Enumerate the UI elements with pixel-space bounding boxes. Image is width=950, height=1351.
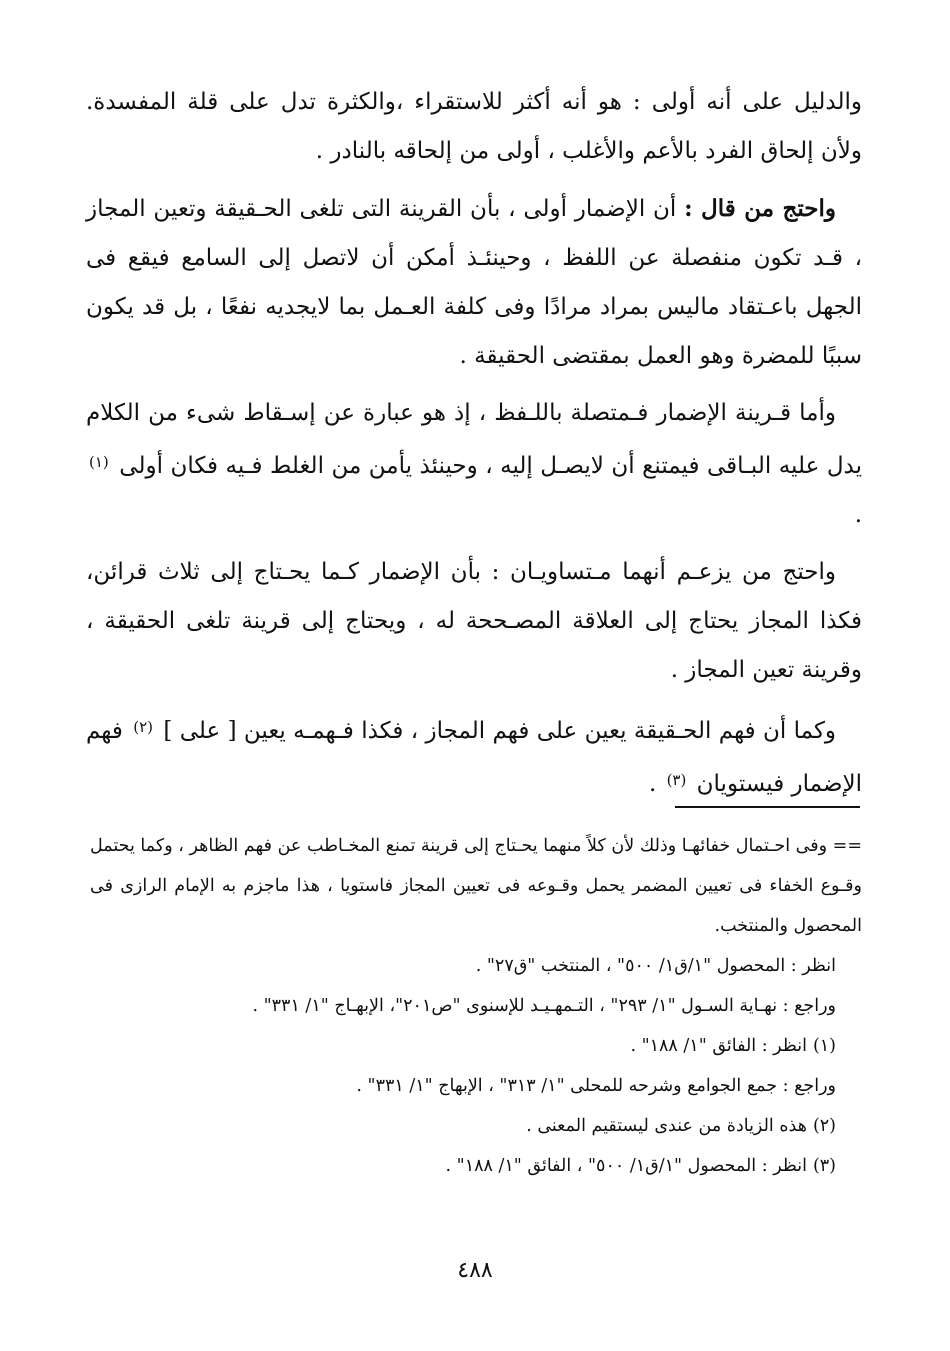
footnote-ref-2: (٢) <box>133 718 154 736</box>
footnote-separator <box>675 806 860 808</box>
paragraph-2-lead: واحتج من قال : <box>684 195 837 222</box>
footnote-3-text: انظر : المحصول "١/ق١/ ٥٠٠" ، الفائق "١/ ١٨٨" . <box>445 1156 807 1176</box>
paragraph-2 <box>86 184 862 381</box>
footnote-2-number: (٢) <box>812 1116 836 1136</box>
footnote-2-text: هذه الزيادة من عندى ليستقيم المعنى . <box>526 1116 807 1136</box>
footnote-1-ref: وراجع : جمع الجوامع وشرحه للمحلى "١/ ٣١٣" ، الإبهاج "١/ ٣٣١" . <box>356 1076 836 1096</box>
main-text <box>86 78 862 817</box>
paragraph-1 <box>86 78 862 176</box>
footnote-1-text: انظر : الفائق "١/ ١٨٨" . <box>630 1036 807 1056</box>
footnote-3-number: (٣) <box>812 1156 836 1176</box>
paragraph-5 <box>86 703 862 809</box>
footnote-continuation: == وفى احـتمال خفائهـا وذلك لأن كلاً منهما يحـتاج إلى قرينة تمنع المخـاطب عن فهم الظاهر ، وكما يحتمل وقـوع الخفاء فى تعيين المضمر يحمل وقـوعه فى تعيين المجاز فاستويا ، هذا ماجزم به الإمام الرازى فى المحصول والمنتخب. <box>90 836 862 936</box>
footnote-ref-3: (٣) <box>666 771 687 789</box>
page-number: ٤٨٨ <box>457 1258 493 1283</box>
paragraph-5-text-b: فهم الإضمار فيستويان <box>86 718 862 797</box>
paragraph-3-text: وأما قـرينة الإضمار فـمتصلة باللـفظ ، إذ هو عبارة عن إسـقاط شىء من الكلام يدل عليه البـاقى فيمتنع أن لايصـل إليه ، وحينئذ يأمن من الغلط فـيه فكان أولى <box>86 400 863 479</box>
footnotes <box>90 826 862 1186</box>
footnote-3 <box>90 1146 862 1186</box>
paragraph-3-end: . <box>854 502 862 528</box>
paragraph-4-text: واحتج من يزعـم أنهما مـتساويـان : بأن الإضمار كـما يحـتاج إلى ثلاث قرائن، فكذا المجاز يحتاج إلى العلاقة المصـححة له ، ويحتاج إلى قرينة تلغى الحقيقة ، وقرينة تعين المجاز . <box>86 559 862 683</box>
paragraph-3 <box>86 389 862 540</box>
paragraph-4 <box>86 548 862 695</box>
paragraph-2-text: أن الإضمار أولى ، بأن القرينة التى تلغى الحـقيقة وتعين المجاز ، قـد تكون منفصلة عن اللفظ ، وحينئـذ أمكن أن لاتصل إلى السامع فيقع فى الجهل باعـتقاد ماليس بمراد مرادًا وفى كلفة العـمل بما لايجديه نفعًا ، بل قد يكون سببًا للمضرة وهو العمل بمقتضى الحقيقة . <box>86 196 862 369</box>
footnote-1-number: (١) <box>812 1036 836 1056</box>
footnote-1 <box>90 1026 862 1066</box>
paragraph-5-end: . <box>648 771 664 797</box>
paragraph-5-text-a: وكما أن فهم الحـقيقة يعين على فهم المجاز ، فكذا فـهمـه يعين [ على ] <box>163 718 837 744</box>
footnote-continuation-ref-2: وراجع : نهـاية السـول "١/ ٢٩٣" ، التـمهـيـد للإسنوى "ص٢٠١"، الإبهـاج "١/ ٣٣١" . <box>252 996 836 1016</box>
footnote-2 <box>90 1106 862 1146</box>
footnote-ref-1: (١) <box>89 453 109 471</box>
paragraph-1-text: والدليل على أنه أولى : هو أنه أكثر للاستقراء ،والكثرة تدل على قلة المفسدة. ولأن إلحاق الفرد بالأعم والأغلب ، أولى من إلحاقه بالنادر . <box>86 89 862 164</box>
footnote-continuation-ref-1: انظر : المحصول "١/ق١/ ٥٠٠" ، المنتخب "ق٢٧" . <box>475 956 836 976</box>
